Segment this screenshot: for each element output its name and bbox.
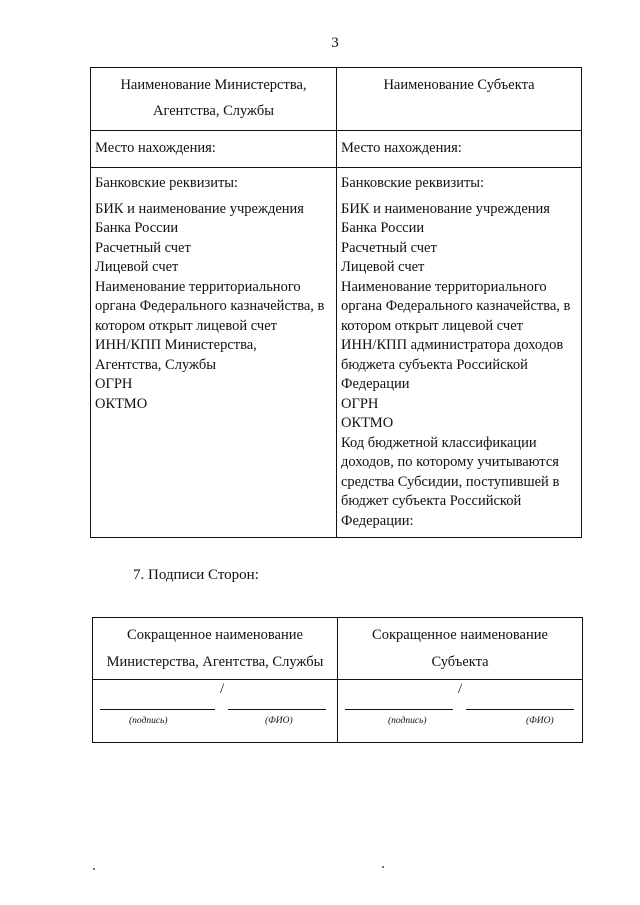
right-signature-slash: / (458, 681, 463, 697)
left-bank-details (91, 168, 337, 538)
left-bank-line: котором открыт лицевой счет (95, 317, 277, 334)
right-bank-line: ИНН/КПП администратора доходов (341, 337, 564, 353)
right-bank-line: ОГРН (341, 395, 379, 412)
left-bank-lines (95, 200, 332, 415)
left-name-caption: (ФИО) (265, 716, 293, 726)
page-number: 3 (331, 35, 339, 51)
right-signature-header (338, 618, 583, 680)
right-bank-line: бюджета субъекта Российской (341, 356, 528, 373)
left-bank-line: ОГРН (95, 376, 133, 392)
left-signature-caption: (подпись) (129, 716, 168, 726)
right-bank-line: Расчетный счет (341, 239, 437, 256)
right-party-header-line: Наименование Субъекта (383, 77, 535, 93)
right-bank-title: Банковские реквизиты: (341, 175, 485, 191)
right-signature-header-line: Субъекта (431, 654, 489, 670)
signatures-table (92, 617, 583, 743)
right-bank-line: БИК и наименование учреждения (341, 200, 550, 217)
right-bank-line: Лицевой счет (341, 259, 425, 275)
left-signature-line (100, 694, 215, 710)
requisites-table (90, 67, 582, 538)
right-bank-line: бюджет субъекта Российской (341, 493, 522, 509)
right-bank-line: котором открыт лицевой счет (341, 317, 523, 334)
right-bank-line: Наименование территориального (341, 278, 547, 295)
left-name-line (228, 694, 326, 710)
left-signature-header (93, 618, 338, 680)
right-bank-line: ОКТМО (341, 415, 394, 431)
scan-speck (93, 868, 95, 870)
left-signature-header-line: Министерства, Агентства, Службы (106, 654, 324, 670)
location-row (91, 131, 582, 168)
left-bank-line: Наименование территориального (95, 278, 301, 295)
right-bank-line: Федерации: (341, 512, 414, 529)
left-bank-title: Банковские реквизиты: (95, 175, 239, 191)
right-name-caption: (ФИО) (526, 716, 554, 726)
left-bank-line: Расчетный счет (95, 239, 191, 256)
right-party-header (337, 68, 582, 131)
right-bank-line: органа Федерального казначейства, в (341, 298, 571, 314)
signatures-line-row (93, 680, 583, 743)
right-signature-caption: (подпись) (388, 716, 427, 726)
left-signature-block (93, 680, 338, 743)
right-signature-block (338, 680, 583, 743)
requisites-header-row (91, 68, 582, 131)
right-bank-details (337, 168, 582, 538)
left-bank-line: Лицевой счет (95, 259, 179, 275)
right-location: Место нахождения: (337, 131, 582, 168)
scan-speck (382, 866, 384, 868)
left-bank-line: органа Федерального казначейства, в (95, 298, 325, 314)
left-bank-line: БИК и наименование учреждения (95, 200, 304, 217)
right-bank-lines (341, 200, 577, 532)
left-bank-line: Банка России (95, 220, 179, 236)
bank-details-row (91, 168, 582, 538)
right-name-line (466, 694, 574, 710)
left-bank-line: Агентства, Службы (95, 356, 216, 373)
left-bank-line: ОКТМО (95, 395, 148, 412)
left-signature-slash: / (220, 681, 225, 697)
right-bank-line: доходов, по которому учитываются (341, 454, 559, 470)
left-signature-header-line: Сокращенное наименование (127, 627, 303, 643)
right-signature-line (345, 694, 453, 710)
right-bank-line: средства Субсидии, поступившей в (341, 473, 560, 490)
signatures-header-row (93, 618, 583, 680)
right-signature-header-line: Сокращенное наименование (372, 627, 548, 643)
right-bank-line: Банка России (341, 220, 425, 236)
left-bank-line: ИНН/КПП Министерства, (95, 337, 257, 353)
left-party-header-line: Наименование Министерства, (120, 77, 307, 93)
left-party-header (91, 68, 337, 131)
right-bank-line: Код бюджетной классификации (341, 434, 537, 451)
signatures-section-title: 7. Подписи Сторон: (133, 567, 259, 583)
left-party-header-line: Агентства, Службы (153, 103, 274, 119)
left-location: Место нахождения: (91, 131, 337, 168)
right-bank-line: Федерации (341, 376, 410, 392)
